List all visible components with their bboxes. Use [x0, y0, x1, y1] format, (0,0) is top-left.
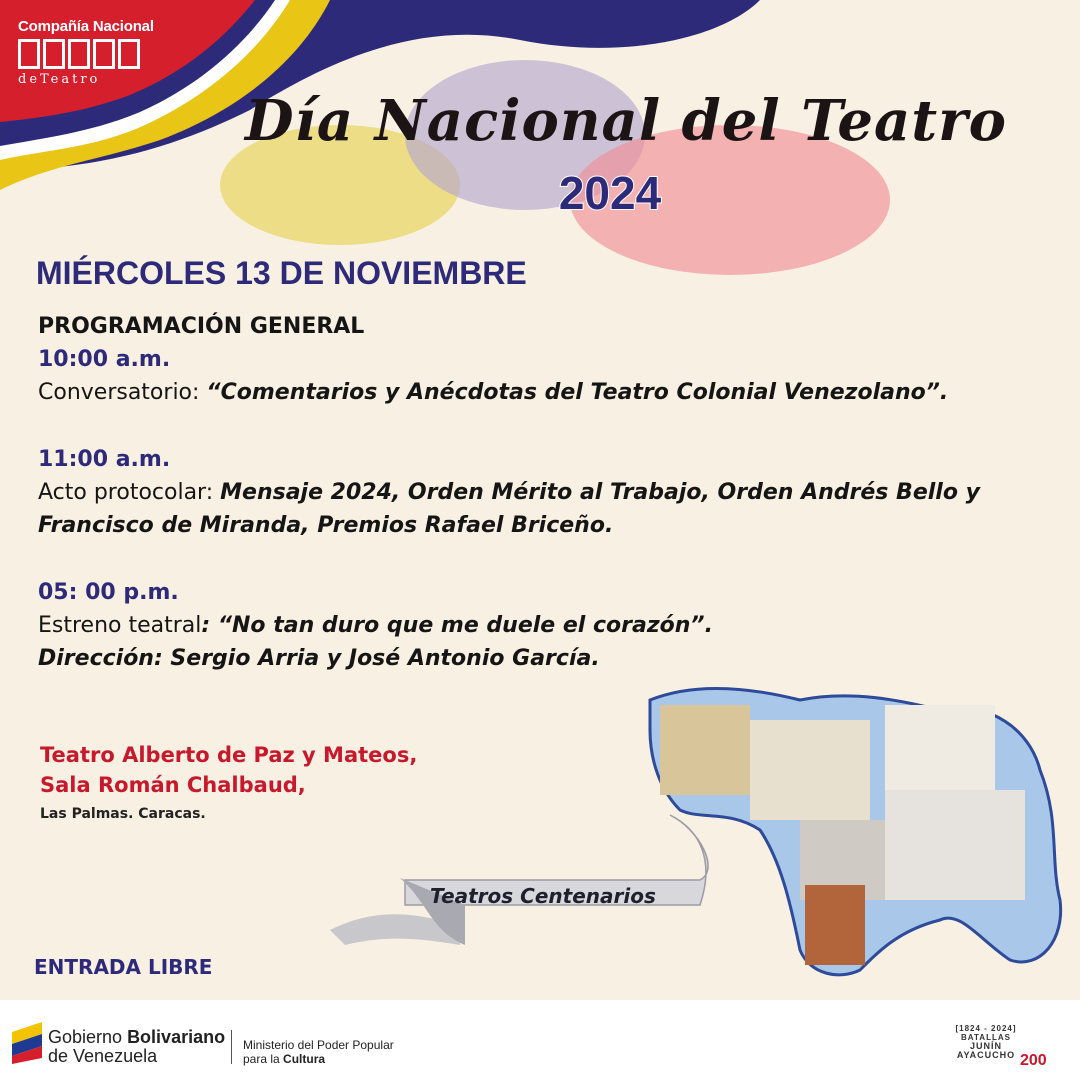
- program-item: [38, 376, 1048, 409]
- gob-line1-plain: Gobierno: [48, 1027, 128, 1047]
- program-item-direction: Dirección: Sergio Arria y José Antonio García.: [38, 646, 600, 671]
- venue-block: [40, 740, 417, 822]
- event-date: MIÉRCOLES 13 DE NOVIEMBRE: [36, 255, 527, 291]
- program-item: [38, 609, 1048, 642]
- program-heading: PROGRAMACIÓN GENERAL: [38, 314, 365, 339]
- logo-mark-icon: [18, 39, 158, 69]
- batallas-200: 200: [1020, 1052, 1047, 1069]
- venezuela-flag-icon: [10, 1018, 44, 1064]
- ribbon-text: Teatros Centenarios: [430, 884, 656, 908]
- company-logo: [18, 18, 158, 100]
- program-time: 10:00 a.m.: [38, 347, 171, 372]
- gob-line2: de Venezuela: [48, 1046, 158, 1066]
- ministerio-text: [243, 1038, 394, 1066]
- logo-bottom-text: deTeatro: [18, 72, 101, 87]
- min-line2-bold: Cultura: [283, 1052, 326, 1066]
- batallas-label: BATALLAS: [961, 1033, 1011, 1042]
- batallas-years: [1824 - 2024]: [955, 1024, 1017, 1033]
- venue-theatre: Teatro Alberto de Paz y Mateos,: [40, 743, 418, 767]
- min-line2-plain: para la: [243, 1052, 284, 1066]
- entrada-libre: ENTRADA LIBRE: [34, 955, 213, 979]
- venue-location: Las Palmas. Caracas.: [40, 806, 206, 822]
- program-item-prefix: Conversatorio:: [38, 380, 207, 405]
- program-item-detail: : “No tan duro que me duele el corazón”.: [201, 613, 713, 638]
- program-item-detail: Mensaje 2024, Orden Mérito al Trabajo, Orden Andrés Bello y Francisco de Miranda, Premios Rafael Briceño.: [38, 480, 980, 538]
- batallas-junin: JUNÍN: [969, 1041, 1002, 1051]
- program-item-detail: “Comentarios y Anécdotas del Teatro Colonial Venezolano”.: [206, 380, 949, 405]
- page-title: Día Nacional del Teatro: [245, 88, 1008, 154]
- logo-top-text: Compañía Nacional: [18, 18, 154, 35]
- program-time: 11:00 a.m.: [38, 447, 171, 472]
- venezuela-map-collage: [650, 688, 1061, 974]
- gobierno-text: [48, 1028, 225, 1066]
- program-item-prefix: Estreno teatral: [38, 613, 202, 638]
- min-line1: Ministerio del Poder Popular: [243, 1038, 394, 1052]
- program-time: 05: 00 p.m.: [38, 580, 179, 605]
- batallas-ayacucho: AYACUCHO: [956, 1050, 1016, 1060]
- program-item-prefix: Acto protocolar:: [38, 480, 221, 505]
- batallas-logo: [952, 1024, 1020, 1060]
- program-section: [38, 310, 1048, 675]
- footer-divider: [231, 1030, 232, 1064]
- title-year: 2024: [558, 167, 662, 219]
- program-item: [38, 476, 1048, 542]
- venue-hall: Sala Román Chalbaud,: [40, 773, 306, 797]
- gob-line1-bold: Bolivariano: [127, 1027, 226, 1047]
